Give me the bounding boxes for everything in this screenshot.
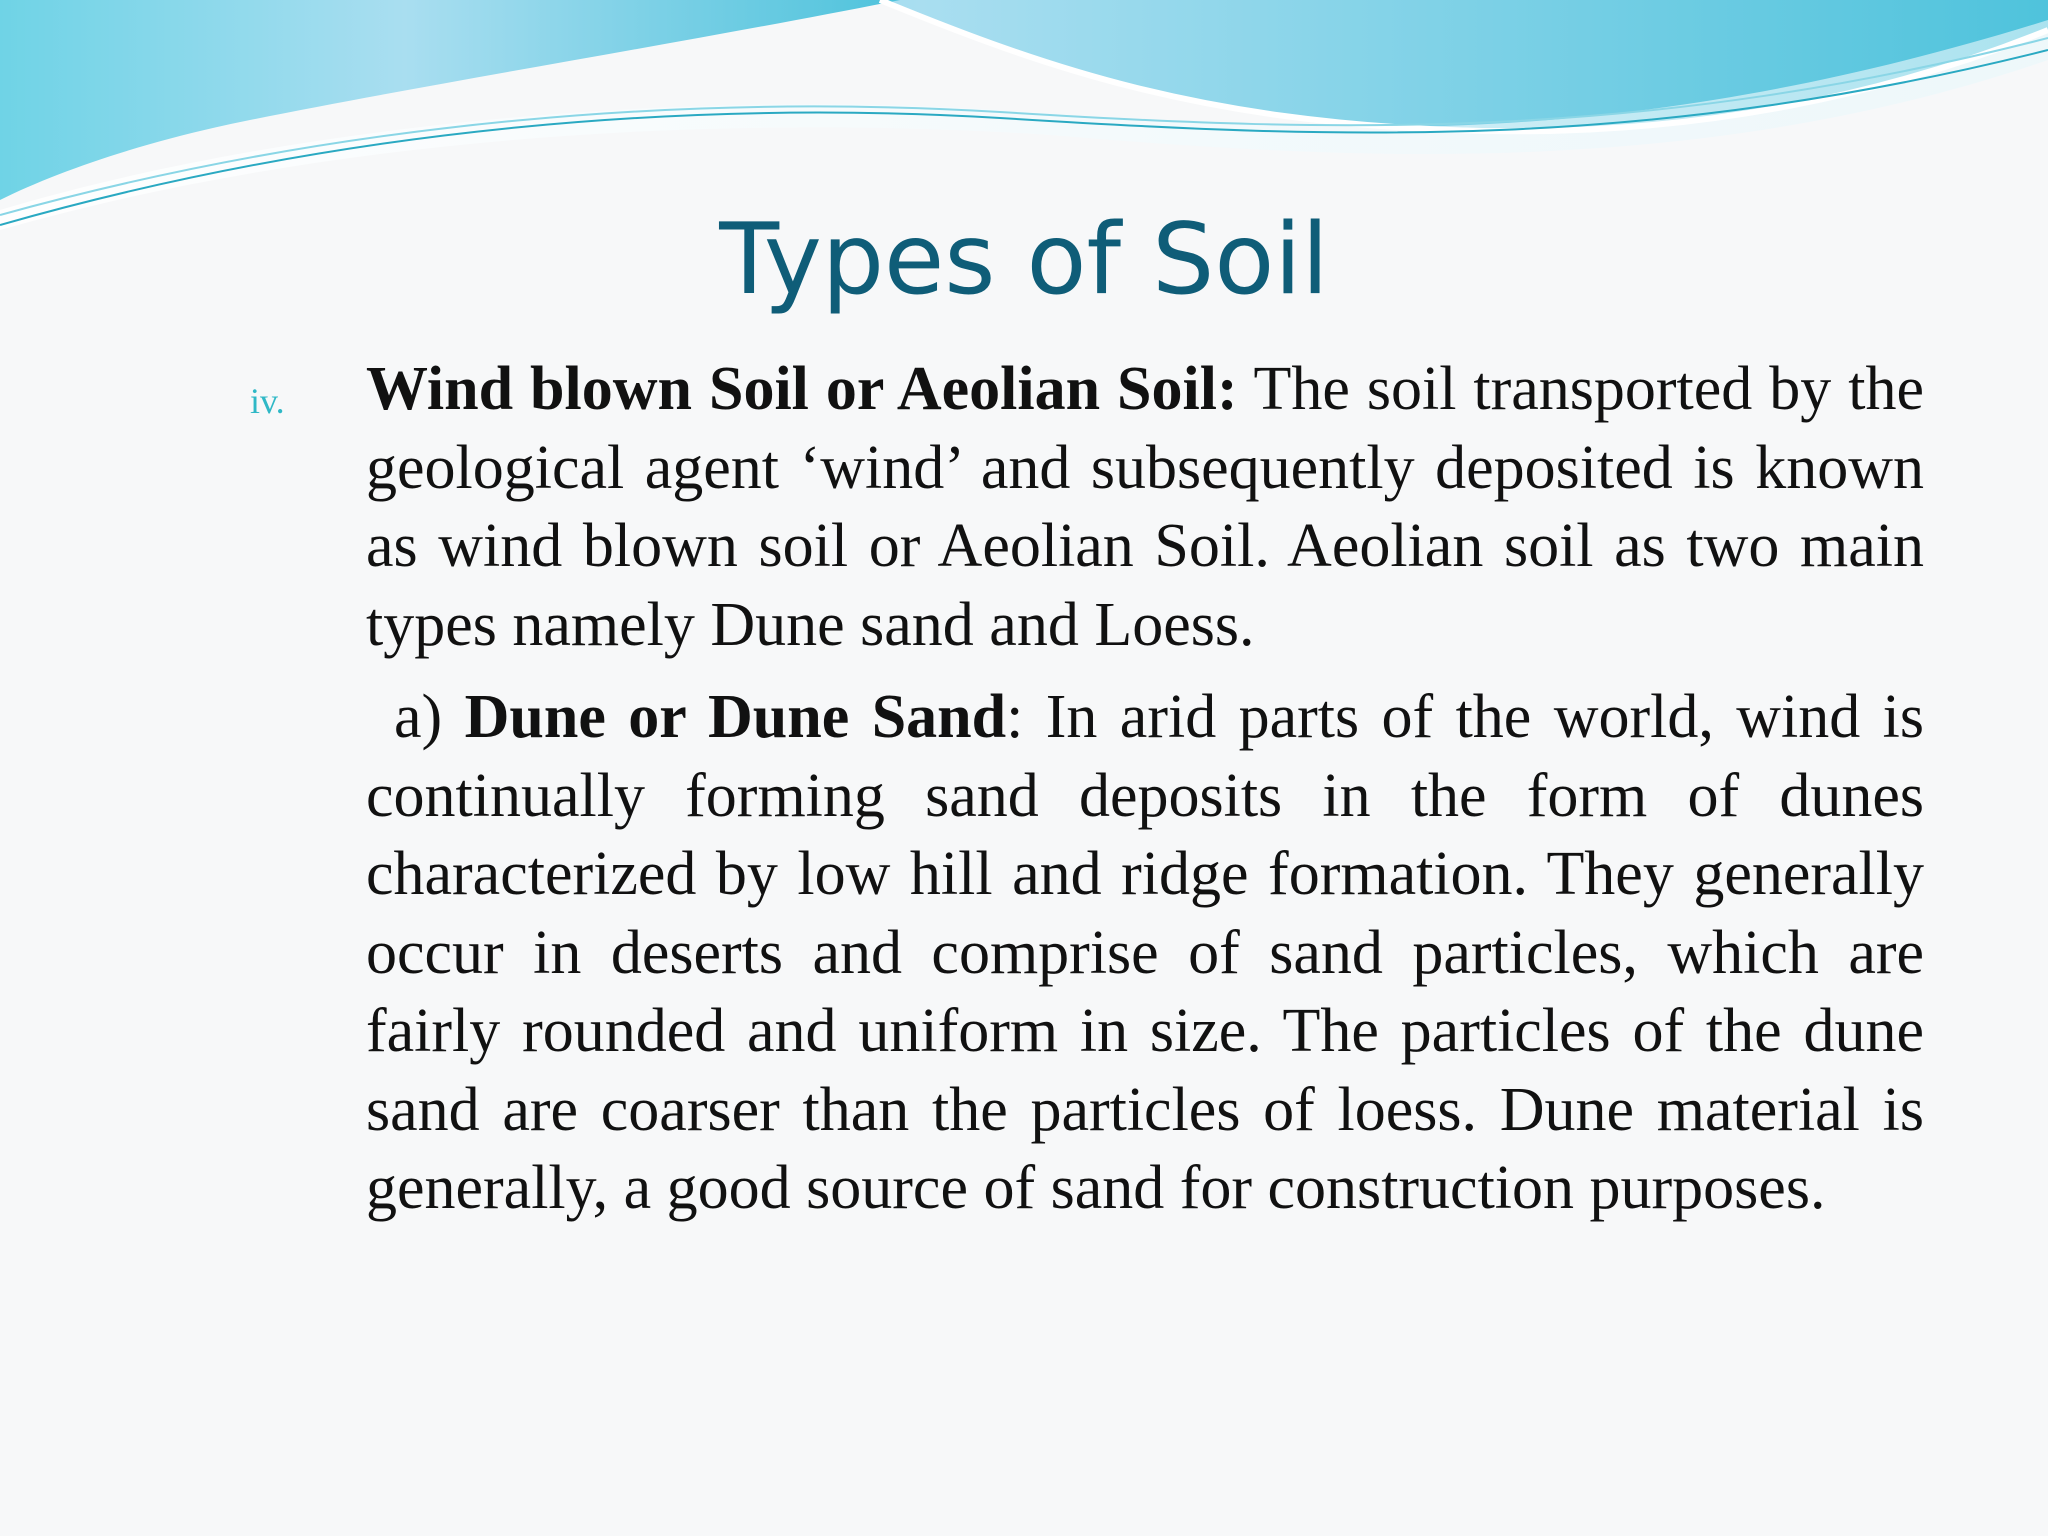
heading-aeolian: Wind blown Soil or Aeolian Soil:: [366, 355, 1238, 423]
slide-content: [366, 350, 1924, 1228]
sub-label: a): [394, 683, 465, 751]
heading-dune-sand: Dune or Dune Sand: [464, 683, 1007, 751]
text-dune-sand: : In arid parts of the world, wind is continually forming sand deposits in the form of dunes characterized by low hill and ridge formation. They generally occur in deserts and comprise of sand particles, which are fairly rounded and uniform in size. The particles of the dune sand are coarser than the particles of loess. Dune material is generally, a good source of sand for construction purposes.: [366, 683, 1925, 1222]
list-marker: iv.: [250, 381, 285, 421]
slide-title: Types of Soil: [719, 203, 1329, 317]
paragraph-dune-sand: [366, 678, 1924, 1228]
paragraph-aeolian: [366, 350, 1924, 664]
text-aeolian: The soil transported by the geological agent ‘wind’ and subsequently deposited is known as wind blown soil or Aeolian Soil. Aeolian soil as two main types namely Dune sand and Loess.: [366, 355, 1924, 659]
